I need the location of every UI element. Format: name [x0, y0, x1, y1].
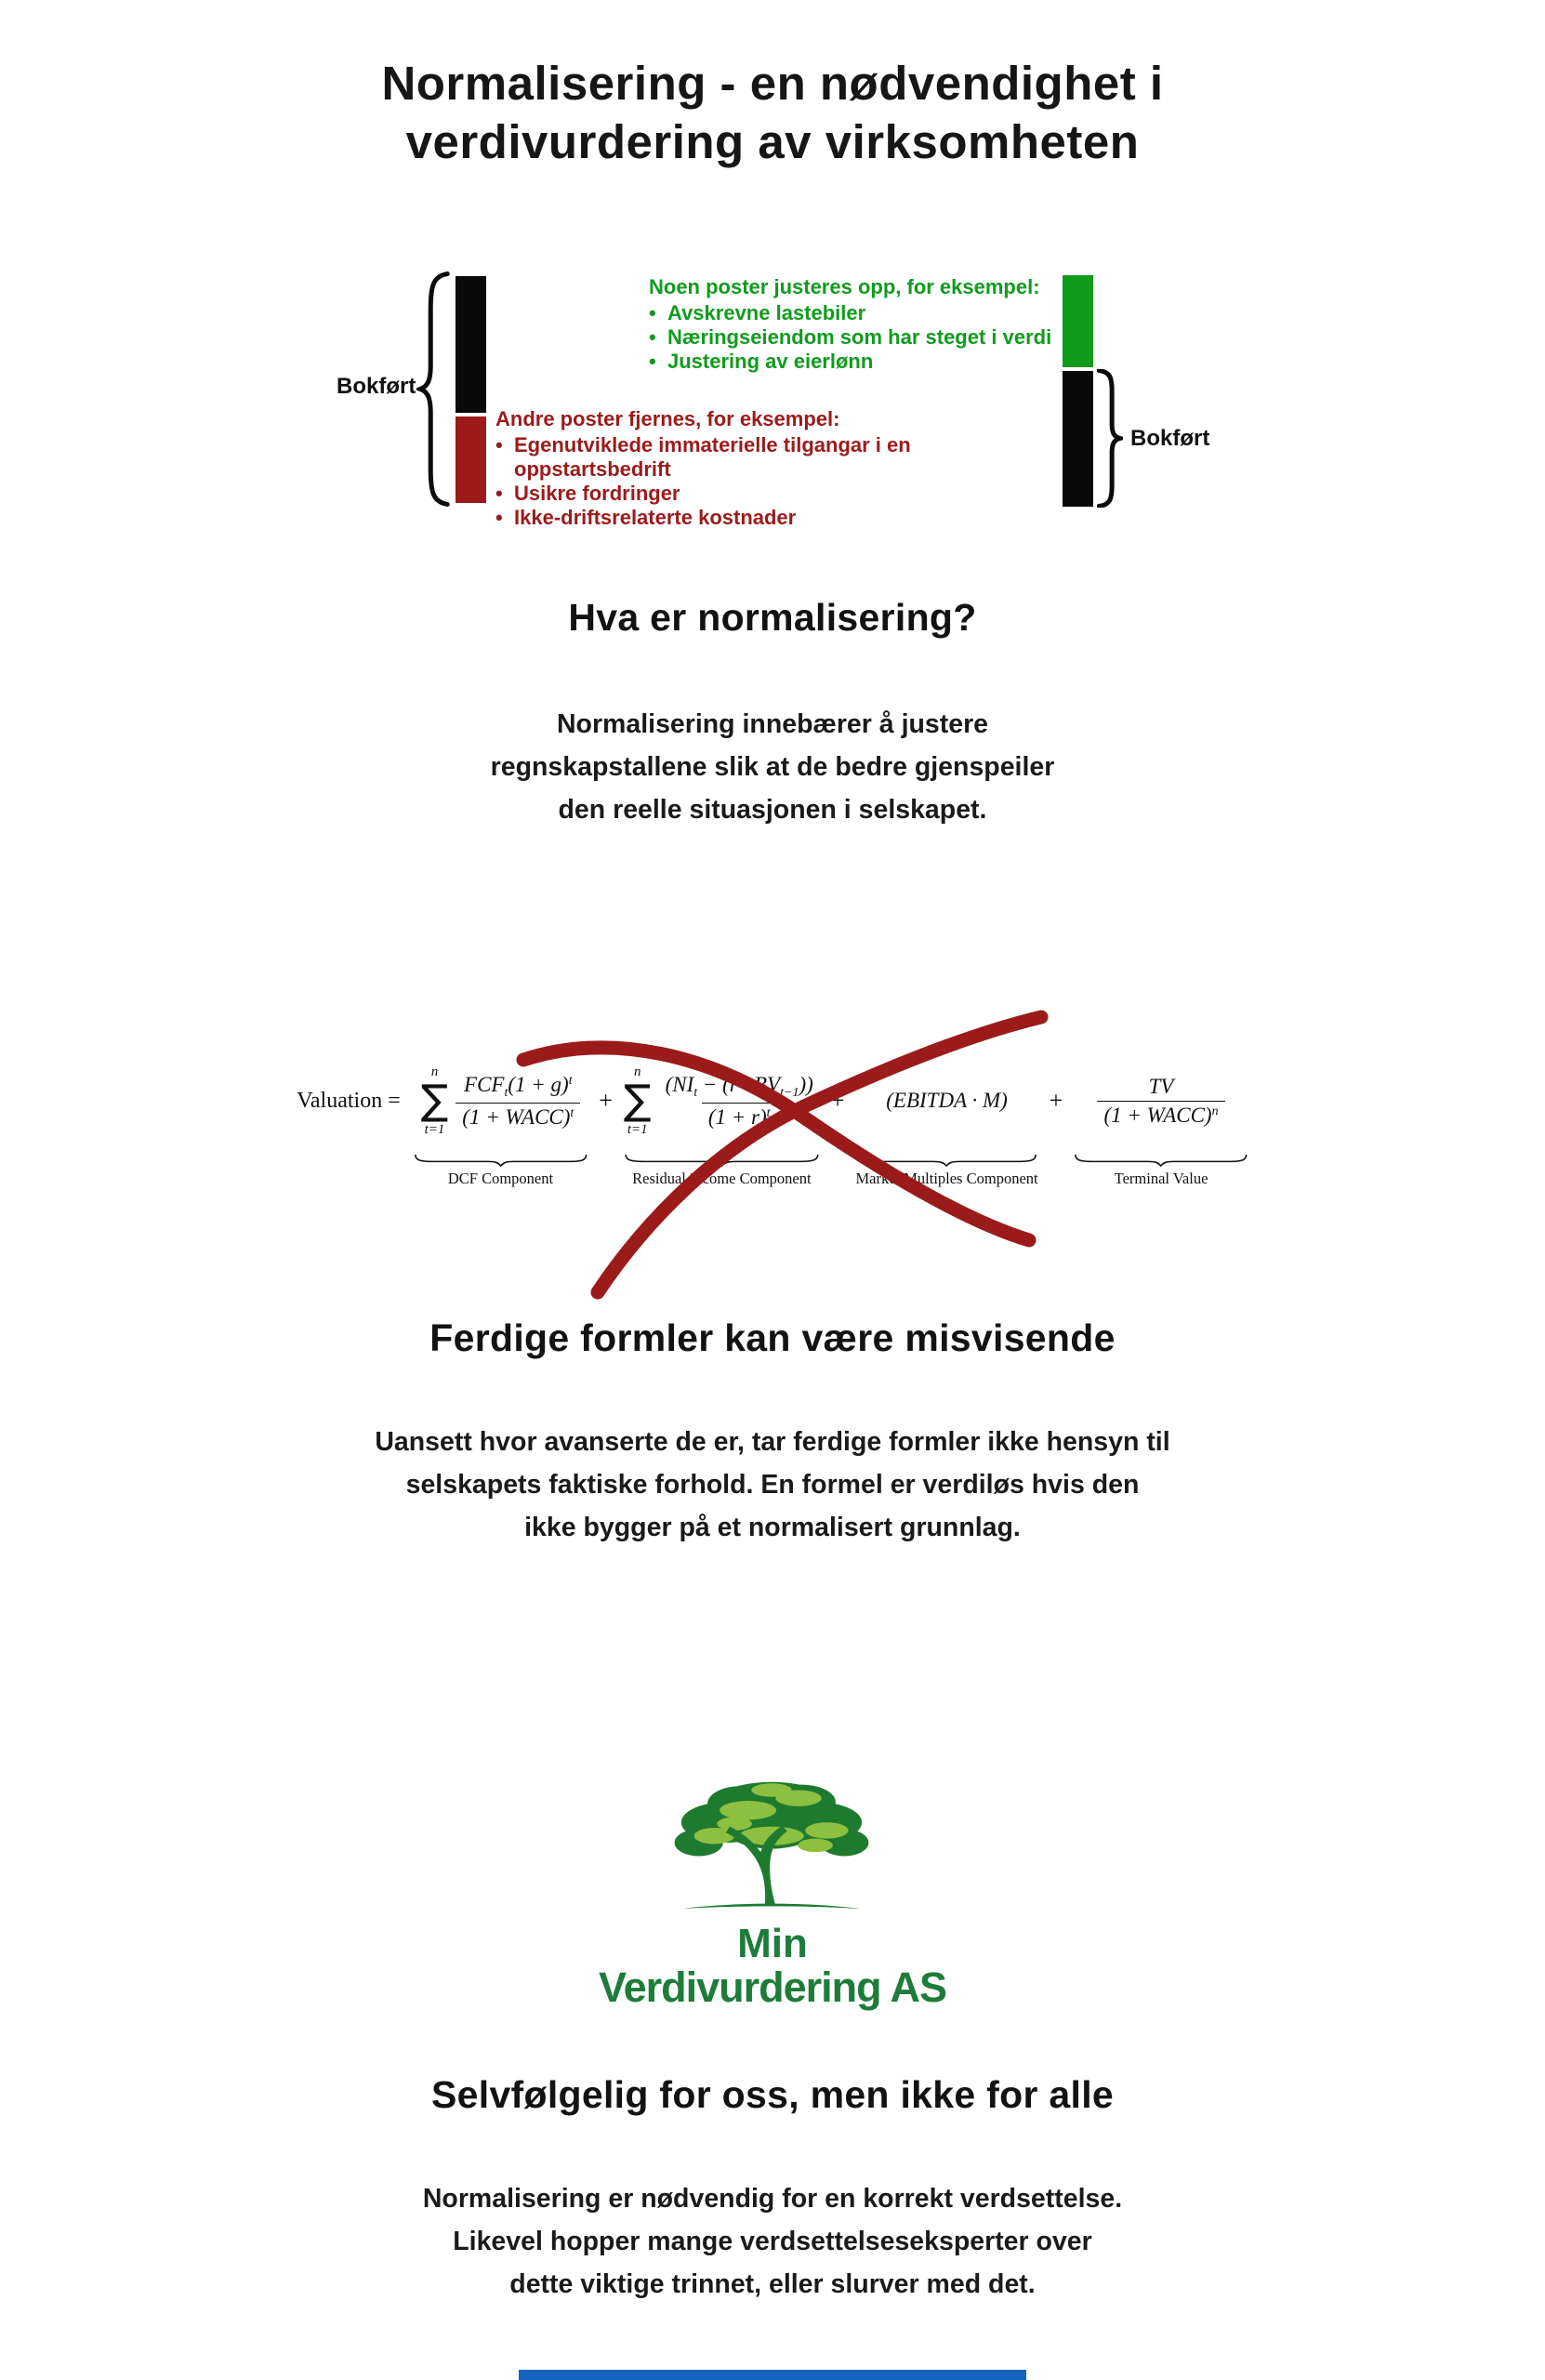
bullet-dot-icon: • — [495, 505, 503, 529]
adjust-up-bullet: • Næringseiendom som har steget i verdi — [649, 324, 1052, 349]
paragraph-line: selskapets faktiske forhold. En formel er verdiløs hvis den — [405, 1470, 1140, 1501]
removed-items-block — [495, 407, 1039, 530]
underbrace-icon — [1074, 1153, 1248, 1167]
bottom-accent-bar — [519, 2370, 1026, 2380]
right-bokfort-label: Bokført — [1130, 426, 1210, 451]
tree-logo-icon — [664, 1763, 879, 1923]
adjust-up-bullet: • Avskrevne lastebiler — [649, 300, 866, 324]
paragraph-line: regnskapstallene slik at de bedre gjenspeiler — [490, 752, 1055, 783]
left-curly-brace — [416, 271, 450, 507]
plus-sign: + — [599, 1087, 613, 1114]
plus-sign: + — [830, 1087, 845, 1114]
removed-bullet: • Ikke-driftsrelaterte kostnader — [495, 505, 797, 529]
right-bar-green-segment — [1063, 275, 1093, 367]
paragraph-line: Normalisering er nødvendig for en korrekt verdsettelse. — [422, 2184, 1123, 2214]
dcf-component-label: DCF Component — [447, 1170, 554, 1187]
section-formulas-paragraph — [0, 1421, 1545, 1549]
red-cross-icon — [497, 997, 1055, 1308]
terminal-value-label: Terminal Value — [1114, 1170, 1208, 1187]
bullet-dot-icon: • — [649, 349, 656, 373]
residual-component-label: Residual Income Component — [632, 1170, 812, 1187]
section-selvfolgelig-heading: Selvfølgelig for oss, men ikke for alle — [431, 2073, 1114, 2116]
paragraph-line: Likevel hopper mange verdsettelseseksperter over — [453, 2227, 1092, 2257]
ebitda-expression: (EBITDA · M) — [886, 1089, 1008, 1112]
plus-sign: + — [1049, 1087, 1063, 1114]
left-bokfort-label: Bokført — [337, 374, 416, 399]
removed-bullet: • Usikre fordringer — [495, 481, 680, 505]
section-what-heading: Hva er normalisering? — [568, 596, 977, 639]
bullet-dot-icon: • — [649, 300, 656, 324]
removed-bullet: • Egenutviklede immaterielle tilgangar i en oppstartsbedrift — [495, 432, 911, 481]
right-bar-black-segment — [1063, 371, 1093, 507]
bullet-dot-icon: • — [495, 481, 503, 505]
page-title-line2: verdivurdering av virksomheten — [405, 115, 1140, 169]
terminal-fraction: $\frac{TV}{(1 + WACC)^n}$ — [1097, 1073, 1224, 1130]
bullet-dot-icon: • — [649, 324, 656, 349]
adjust-up-heading: Noen poster justeres opp, for eksempel: — [649, 275, 1040, 298]
formula-lhs: Valuation = — [297, 1088, 401, 1113]
adjust-up-bullet: • Justering av eierlønn — [649, 349, 874, 373]
section-what-paragraph — [0, 703, 1545, 831]
multiples-component-label: Market Multiples Component — [855, 1170, 1038, 1187]
residual-fraction: $\frac{(NI_t - (r \cdot BV_{t-1}))}{(1 + r)^t}$ — [659, 1071, 820, 1131]
left-bar-red-segment — [456, 416, 486, 503]
removed-heading: Andre poster fjernes, for eksempel: — [495, 407, 840, 430]
formula-terminal-term — [1074, 1049, 1248, 1188]
page-title — [0, 54, 1545, 171]
page-title-line1: Normalisering - en nødvendighet i — [381, 57, 1164, 110]
logo-name-line2: Verdivurdering AS — [599, 1964, 946, 2011]
right-stacked-bar — [1063, 275, 1093, 507]
section-formulas-heading: Ferdige formler kan være misvisende — [429, 1316, 1116, 1359]
paragraph-line: Normalisering innebærer å justere — [556, 709, 989, 739]
left-bar-black-segment — [456, 276, 486, 413]
summation-symbol: n ∑ t=1 — [623, 1064, 652, 1137]
summation-symbol: n ∑ t=1 — [420, 1064, 449, 1137]
paragraph-line: dette viktige trinnet, eller slurver med det. — [509, 2269, 1036, 2300]
dcf-fraction: $\frac{FCF_t(1 + g)^t}{(1 + WACC)^t}$ — [456, 1071, 580, 1131]
paragraph-line: Uansett hvor avanserte de er, tar ferdige formler ikke hensyn til — [375, 1427, 1170, 1457]
section-selvfolgelig-paragraph — [0, 2177, 1545, 2306]
bullet-dot-icon: • — [495, 432, 503, 456]
adjust-up-block — [649, 275, 1086, 374]
right-curly-brace — [1097, 369, 1123, 508]
left-stacked-bar — [456, 276, 486, 503]
logo-name-line1: Min — [737, 1921, 808, 1966]
paragraph-line: ikke bygger på et normalisert grunnlag. — [524, 1513, 1021, 1543]
paragraph-line: den reelle situasjonen i selskapet. — [558, 795, 987, 826]
